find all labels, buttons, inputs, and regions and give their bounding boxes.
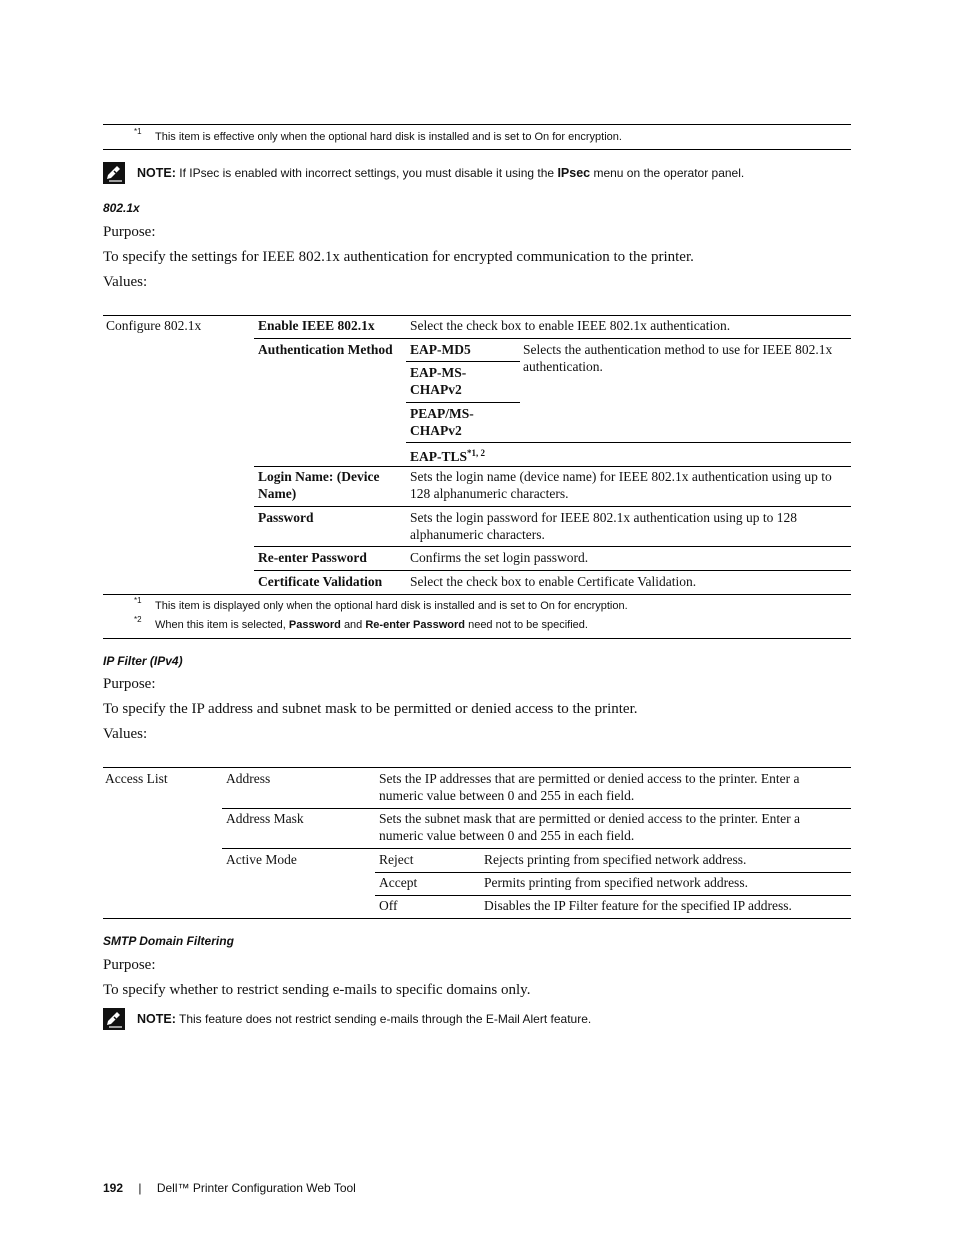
note-label: NOTE: <box>137 1012 176 1026</box>
row-address-desc: Sets the IP addresses that are permitted or denied access to the printer. Enter a numeric value between 0 and 255 in each field. <box>379 771 800 803</box>
row-auth-name: Authentication Method <box>258 342 393 357</box>
mode-option-accept: Accept <box>379 875 418 890</box>
note-text <box>137 166 744 180</box>
footer-title: Dell™ Printer Configuration Web Tool <box>156 1181 356 1195</box>
note-pencil-icon <box>103 162 125 184</box>
auth-option-eap-tls: EAP-TLS$^{*1, 2}$ <box>410 448 486 464</box>
row-login-name: Login Name: (Device Name) <box>258 469 380 501</box>
page-number: 192 <box>103 1181 124 1195</box>
group-configure-8021x: Configure 802.1x <box>106 318 202 333</box>
note-bold-ipsec: IPsec <box>557 166 591 180</box>
note-body: This feature does not restrict sending e-mails through the E-Mail Alert feature. <box>179 1012 592 1026</box>
mode-option-accept-desc: Permits printing from specified network address. <box>484 875 748 890</box>
footnote-mark: *1 <box>134 127 142 136</box>
mode-option-off-desc: Disables the IP Filter feature for the specified IP address. <box>484 898 792 913</box>
top-rule <box>103 124 851 125</box>
purpose-text-ip-filter: To specify the IP address and subnet mask to be permitted or denied access to the printer. <box>103 701 638 717</box>
row-mode-name: Active Mode <box>226 852 297 867</box>
footnote-text: This item is effective only when the optional hard disk is installed and is set to On for encryption. <box>155 131 622 143</box>
mode-option-off: Off <box>379 898 398 913</box>
footer-separator: | <box>138 1181 142 1195</box>
auth-option-eap-ms-chapv2: EAP-MS-CHAPv2 <box>410 365 467 397</box>
values-label-ip-filter: Values: <box>103 726 148 742</box>
top-footnote-rule <box>103 149 851 150</box>
heading-smtp-domain-filtering: SMTP Domain Filtering <box>103 934 234 948</box>
auth-option-peap-ms-chapv2: PEAP/MS-CHAPv2 <box>410 406 474 438</box>
note-pre: If IPsec is enabled with incorrect settings, you must disable it using the <box>179 166 555 180</box>
row-password-desc: Sets the login password for IEEE 802.1x authentication using up to 128 alphanumeric characters. <box>410 510 797 542</box>
row-enable-name: Enable IEEE 802.1x <box>258 318 375 333</box>
purpose-text-8021x: To specify the settings for IEEE 802.1x authentication for encrypted communication to the printer. <box>103 249 694 265</box>
row-reenter-name: Re-enter Password <box>258 550 367 565</box>
footnote-mark: *1 <box>134 596 142 605</box>
row-cert-desc: Select the check box to enable Certificate Validation. <box>410 574 697 589</box>
values-label-8021x: Values: <box>103 274 148 290</box>
row-cert-name: Certificate Validation <box>258 574 383 589</box>
note-label: NOTE: <box>137 166 176 180</box>
auth-option-eap-md5: EAP-MD5 <box>410 342 471 357</box>
row-auth-desc: Selects the authentication method to use for IEEE 802.1x authentication. <box>523 342 833 374</box>
row-login-desc: Sets the login name (device name) for IEEE 802.1x authentication using up to 128 alphanumeric characters. <box>410 469 832 501</box>
row-address-name: Address <box>226 771 271 786</box>
purpose-label-8021x: Purpose: <box>103 224 156 240</box>
purpose-label-smtp: Purpose: <box>103 957 156 973</box>
eap-tls-footnote-ref: *1, 2 <box>467 448 486 458</box>
note-text <box>137 1012 591 1026</box>
note-pencil-icon <box>103 1008 125 1030</box>
note-post: menu on the operator panel. <box>593 166 745 180</box>
group-access-list: Access List <box>105 771 168 786</box>
purpose-text-smtp: To specify whether to restrict sending e-mails to specific domains only. <box>103 982 531 998</box>
footnote-mark: *2 <box>134 615 142 624</box>
mode-option-reject-desc: Rejects printing from specified network address. <box>484 852 747 867</box>
row-enable-desc: Select the check box to enable IEEE 802.1x authentication. <box>410 318 731 333</box>
page-footer <box>103 1181 356 1195</box>
footnote-text: This item is displayed only when the optional hard disk is installed and is set to On for encryption. <box>155 600 628 612</box>
heading-ip-filter: IP Filter (IPv4) <box>103 654 183 668</box>
row-mask-desc: Sets the subnet mask that are permitted or denied access to the printer. Enter a numeric value between 0 and 255 in each field. <box>379 811 800 843</box>
footnote-text: When this item is selected, Password and Re-enter Password need not to be specified. <box>155 619 588 631</box>
mode-option-reject: Reject <box>379 852 414 867</box>
heading-8021x: 802.1x <box>103 201 140 215</box>
row-password-name: Password <box>258 510 314 525</box>
purpose-label-ip-filter: Purpose: <box>103 676 156 692</box>
row-reenter-desc: Confirms the set login password. <box>410 550 589 565</box>
row-mask-name: Address Mask <box>226 811 304 826</box>
